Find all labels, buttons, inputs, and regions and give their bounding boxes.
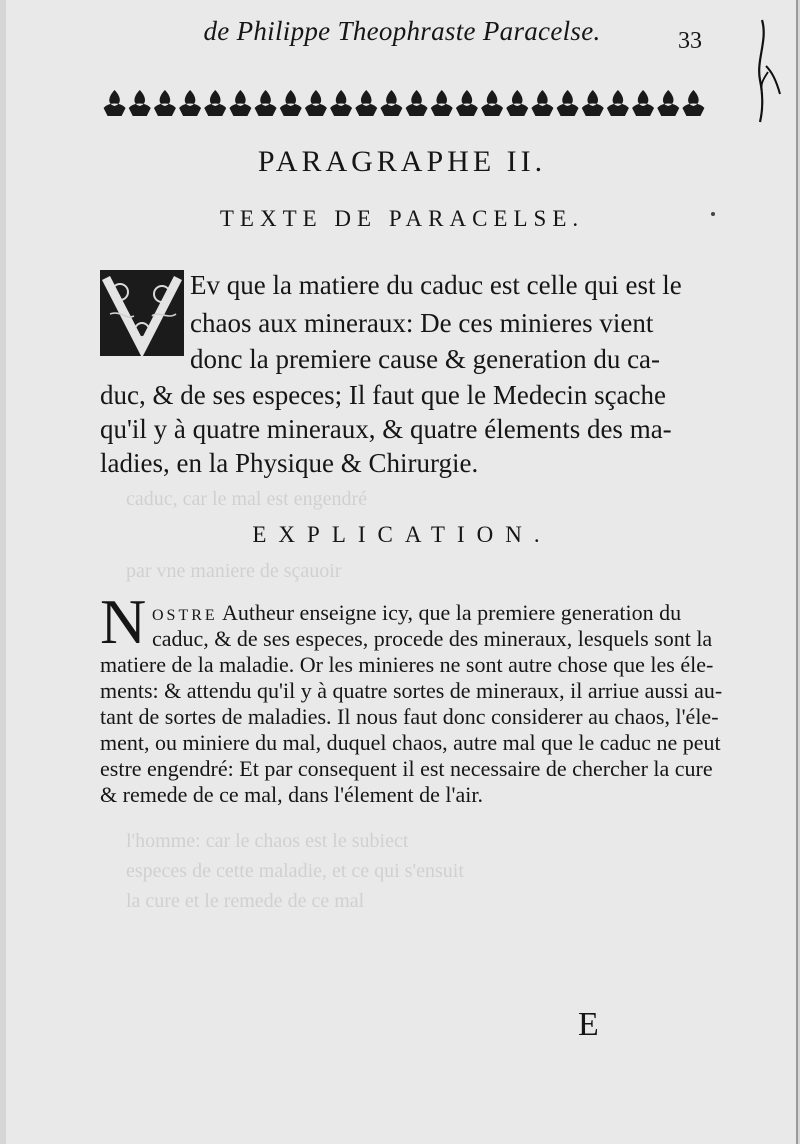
fleuron-icon <box>632 90 654 116</box>
fleuron-icon <box>682 90 704 116</box>
ink-spot <box>711 212 715 216</box>
explication-line-3: matiere de la maladie. Or les minieres ne sont autre chose que les éle- <box>100 652 714 677</box>
fleuron-icon <box>657 90 679 116</box>
fleuron-icon <box>380 90 402 116</box>
smallcaps-word: OSTRE <box>152 607 218 624</box>
texte-line-2: chaos aux mineraux: De ces minieres vient <box>190 308 654 338</box>
explication-line-4: ments: & attendu qu'il y à quatre sortes de mineraux, il arriue aussi au- <box>100 678 723 703</box>
texte-line-4: duc, & de ses especes; Il faut que le Medecin sçache <box>100 380 667 410</box>
explication-line-1 <box>152 600 681 626</box>
fleuron-icon <box>531 90 553 116</box>
fleuron-icon <box>557 90 579 116</box>
bleed-through-text: par vne maniere de sçauoir <box>126 560 342 582</box>
fleuron-icon <box>154 90 176 116</box>
fleuron-icon <box>255 90 277 116</box>
explication-line-6: ment, ou miniere du mal, duquel chaos, autre mal que le caduc ne peut <box>100 730 721 755</box>
texte-line-5: qu'il y à quatre mineraux, & quatre élements des ma- <box>100 414 672 444</box>
fleuron-icon <box>129 90 151 116</box>
book-page <box>6 0 798 1144</box>
texte-line-1: Ev que la matiere du caduc est celle qui est le <box>190 270 682 300</box>
fleuron-icon <box>406 90 428 116</box>
dropcap-v-woodcut <box>100 270 184 356</box>
fleuron-icon <box>280 90 302 116</box>
fleuron-icon <box>582 90 604 116</box>
explication-line-2: caduc, & de ses especes, procede des mineraux, lesquels sont la <box>152 626 713 651</box>
texte-heading: TEXTE DE PARACELSE. <box>219 206 585 231</box>
fleuron-icon <box>104 90 126 116</box>
explication-line-7: estre engendré: Et par consequent il est necessaire de chercher la cure <box>100 756 713 781</box>
floral-initial-icon <box>100 270 184 356</box>
explication-line-5: tant de sortes de maladies. Il nous faut donc considerer au chaos, l'éle- <box>100 704 719 729</box>
bleed-through-text: l'homme: car le chaos est le subiect <box>126 830 409 852</box>
fleuron-icon <box>305 90 327 116</box>
explication-line-1-rest: Autheur enseigne icy, que la premiere generation du <box>221 600 682 625</box>
fleuron-icon <box>355 90 377 116</box>
bleed-through-text: la cure et le remede de ce mal <box>126 890 365 912</box>
explication-heading: EXPLICATION. <box>252 522 552 547</box>
signature-mark: E <box>578 1006 599 1043</box>
margin-pen-mark <box>748 10 792 130</box>
fleuron-ornament-band <box>102 86 706 122</box>
fleuron-icon <box>506 90 528 116</box>
explication-line-8: & remede de ce mal, dans l'élement de l'air. <box>100 782 483 807</box>
fleuron-icon <box>481 90 503 116</box>
bleed-through-text: caduc, car le mal est engendré <box>126 488 367 510</box>
fleuron-icon <box>179 90 201 116</box>
fleuron-icon <box>431 90 453 116</box>
fleuron-icon <box>456 90 478 116</box>
bleed-through-text: especes de cette maladie, et ce qui s'ensuit <box>126 860 464 882</box>
section-heading: PARAGRAPHE II. <box>257 145 547 178</box>
texte-line-6: ladies, en la Physique & Chirurgie. <box>100 448 479 478</box>
fleuron-icon <box>607 90 629 116</box>
fleuron-icon <box>204 90 226 116</box>
running-head: de Philippe Theophraste Paracelse. <box>203 16 601 46</box>
texte-line-3: donc la premiere cause & generation du ca- <box>190 344 661 374</box>
page-number: 33 <box>678 28 702 54</box>
fleuron-icon <box>229 90 251 116</box>
explication-initial: N <box>100 586 147 657</box>
fleuron-icon <box>330 90 352 116</box>
